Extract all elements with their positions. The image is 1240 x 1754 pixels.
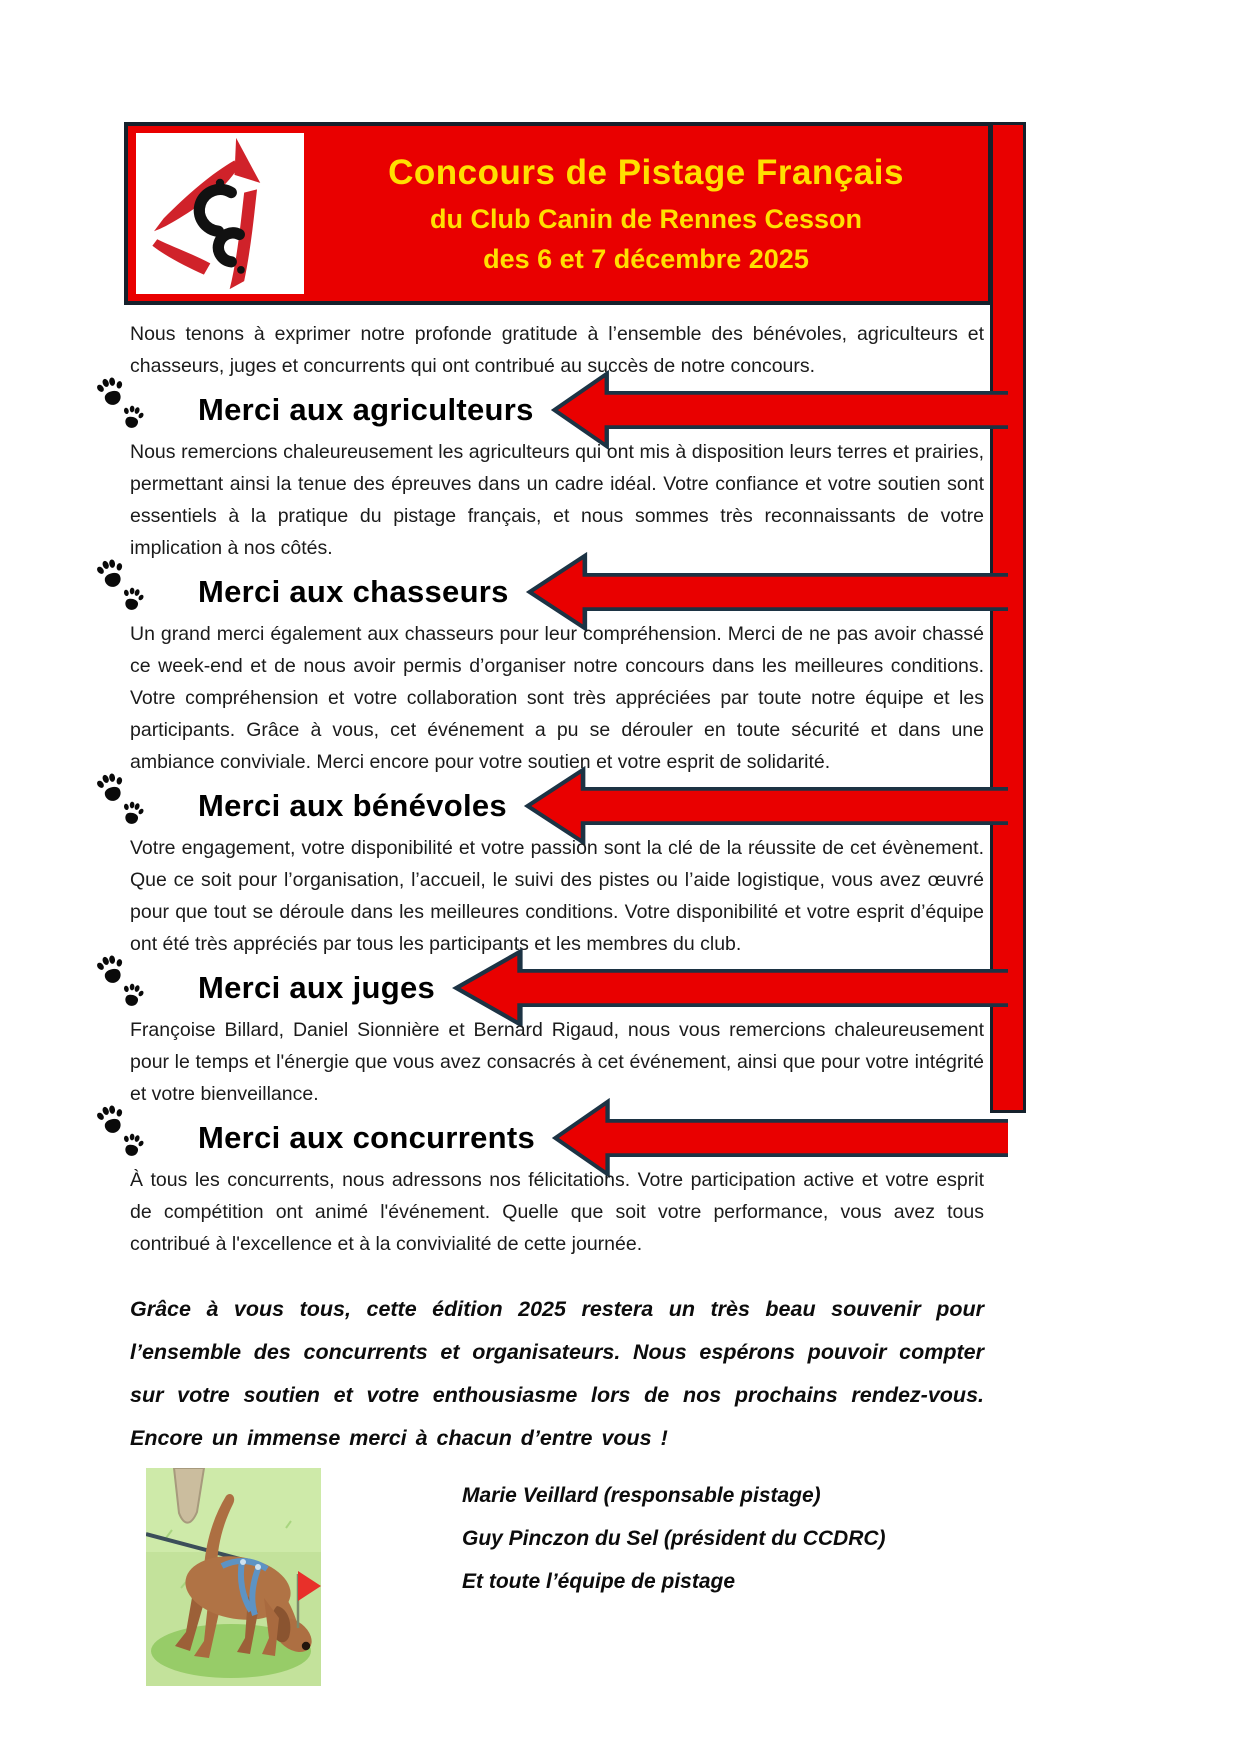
section-benevoles (130, 782, 1008, 960)
dog-head-logo-art (136, 133, 304, 294)
section-juges (130, 964, 1008, 1110)
section-agriculteurs (130, 386, 1008, 564)
paragraph-juges: Françoise Billard, Daniel Sionnière et Bernard Rigaud, nous vous remercions chaleureusement pour le temps et l'énergie que vous avez consacrés à cet événement, ainsi que pour votre intégrité et votre bienveillance. (130, 1019, 984, 1105)
tracking-dog-image (146, 1468, 321, 1686)
signature-block (462, 1468, 886, 1686)
club-logo (136, 133, 304, 294)
paw-prints-icon (94, 374, 150, 436)
heading-benevoles: Merci aux bénévoles (198, 788, 507, 823)
paragraph-chasseurs: Un grand merci également aux chasseurs pour leur compréhension. Merci de ne pas avoir chassé ce week-end et de nous avoir permis d’organiser notre concours dans les meilleures conditions. Votre compréhension et votre collaboration sont très appréciées par toute notre équipe et les participants. Grâce à vous, cet événement a pu se dérouler en toute sécurité et dans une ambiance conviviale. Merci encore pour votre soutien et votre esprit de solidarité. (130, 623, 984, 773)
section-chasseurs (130, 568, 1008, 778)
paw-prints-icon (94, 556, 150, 618)
signature-line-3: Et toute l’équipe de pistage (462, 1570, 736, 1593)
paragraph-concurrents: À tous les concurrents, nous adressons nos félicitations. Votre participation active et votre esprit de compétition ont animé l'événement. Quelle que soit votre performance, vous avez tous contribué à l'excellence et à la convivialité de cette journée. (130, 1169, 984, 1255)
banner-titles (304, 126, 988, 301)
heading-chasseurs: Merci aux chasseurs (198, 574, 509, 609)
heading-agriculteurs: Merci aux agriculteurs (198, 392, 534, 427)
page-title: Concours de Pistage Français (388, 152, 904, 192)
section-concurrents (130, 1114, 1008, 1260)
header-banner (124, 122, 992, 305)
page-subtitle: du Club Canin de Rennes Cesson (429, 203, 863, 234)
signature-line-2: Guy Pinczon du Sel (président du CCDRC) (462, 1527, 886, 1550)
heading-concurrents: Merci aux concurrents (198, 1120, 536, 1155)
paragraph-benevoles: Votre engagement, votre disponibilité et votre passion sont la clé de la réussite de cet évènement. Que ce soit pour l’organisation, l’accueil, le suivi des pistes ou l’aide logistique, vous avez œuvré pour que tout se déroule dans les meilleures conditions. Votre disponibilité et votre esprit d’équipe ont été très appréciés par tous les participants et les membres du club. (130, 837, 984, 955)
main-content (130, 318, 1008, 1686)
closing-paragraph: Grâce à vous tous, cette édition 2025 restera un très beau souvenir pour l’ensemble des concurrents et organisateurs. Nous espérons pouvoir compter sur votre soutien et votre enthousiasme lors de nos prochains rendez-vous. Encore un immense merci à chacun d’entre vous ! (130, 1297, 984, 1450)
paw-prints-icon (94, 952, 150, 1014)
paw-prints-icon (94, 770, 150, 832)
event-dates: des 6 et 7 décembre 2025 (483, 243, 809, 274)
heading-juges: Merci aux juges (198, 970, 436, 1005)
paw-prints-icon (94, 1102, 150, 1164)
intro-paragraph: Nous tenons à exprimer notre profonde gratitude à l’ensemble des bénévoles, agriculteurs et chasseurs, juges et concurrents qui ont contribué au succès de notre concours. (130, 323, 984, 377)
paragraph-agriculteurs: Nous remercions chaleureusement les agriculteurs qui ont mis à disposition leurs terres et prairies, permettant ainsi la tenue des épreuves dans un cadre idéal. Votre confiance et votre soutien sont essentiels à la pratique du pistage français, et nous sommes très reconnaissants de votre implication à nos côtés. (130, 441, 984, 559)
signature-line-1: Marie Veillard (responsable pistage) (462, 1484, 821, 1507)
bottom-row (130, 1468, 1008, 1686)
